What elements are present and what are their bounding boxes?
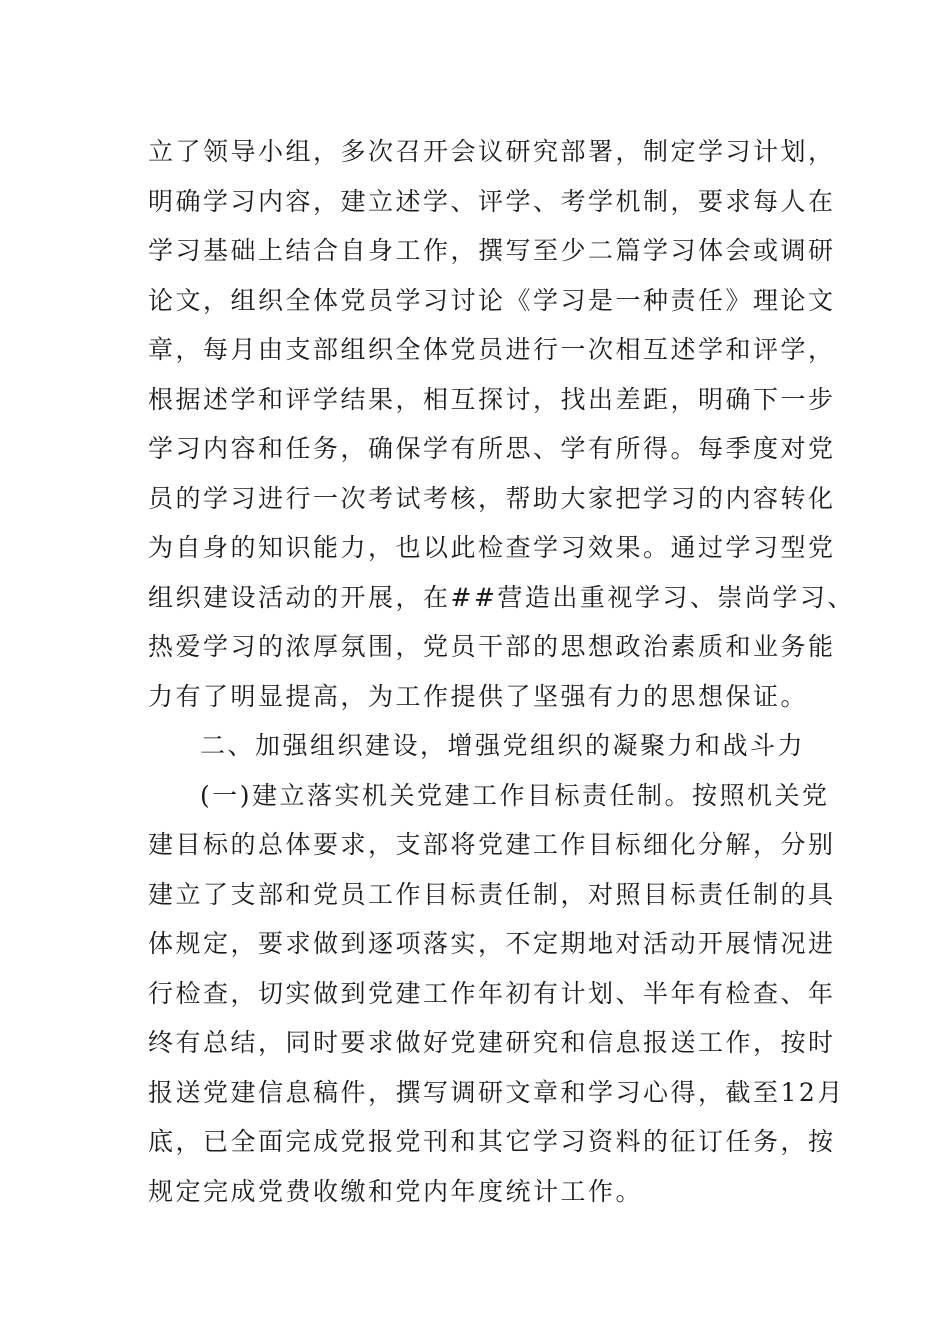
- text-line: 根据述学和评学结果，相互探讨，找出差距，明确下一步: [148, 384, 836, 414]
- section-heading: 二、加强组织建设，增强党组织的凝聚力和战斗力: [200, 731, 806, 760]
- text-line: 立了领导小组，多次召开会议研究部署，制定学习计划，: [148, 137, 836, 166]
- text-line: 终有总结，同时要求做好党建研究和信息报送工作，按时: [148, 1028, 836, 1057]
- text-line: 组织建设活动的开展，在##营造出重视学习、崇尚学习、: [148, 582, 855, 612]
- text-line: 热爱学习的浓厚氛围，党员干部的思想政治素质和业务能: [148, 632, 836, 661]
- text-line: 建立了支部和党员工作目标责任制，对照目标责任制的具: [148, 879, 836, 909]
- text-line: 为自身的知识能力，也以此检查学习效果。通过学习型党: [148, 533, 836, 562]
- text-line: 规定完成党费收缴和党内年度统计工作。: [148, 1176, 644, 1206]
- text-line: 章，每月由支部组织全体党员进行一次相互述学和评学，: [148, 335, 836, 364]
- text-line: 行检查，切实做到党建工作年初有计划、半年有检查、年: [148, 978, 836, 1008]
- text-line: 建目标的总体要求，支部将党建工作目标细化分解，分别: [148, 830, 836, 859]
- text-line: 报送党建信息稿件，撰写调研文章和学习心得，截至12月: [148, 1077, 845, 1107]
- subsection-first-line: (一)建立落实机关党建工作目标责任制。按照机关党: [200, 780, 830, 810]
- text-line: 力有了明显提高，为工作提供了坚强有力的思想保证。: [148, 681, 809, 711]
- body-text: [148, 127, 855, 1216]
- text-line: 员的学习进行一次考试考核，帮助大家把学习的内容转化: [148, 483, 836, 513]
- text-line: 底，已全面完成党报党刊和其它学习资料的征订任务，按: [148, 1127, 836, 1156]
- text-line: 学习基础上结合自身工作，撰写至少二篇学习体会或调研: [148, 236, 836, 265]
- text-line: 学习内容和任务，确保学有所思、学有所得。每季度对党: [148, 434, 836, 463]
- text-line: 论文，组织全体党员学习讨论《学习是一种责任》理论文: [148, 285, 836, 315]
- text-line: 明确学习内容，建立述学、评学、考学机制，要求每人在: [148, 186, 836, 216]
- text-line: 体规定，要求做到逐项落实，不定期地对活动开展情况进: [148, 929, 836, 958]
